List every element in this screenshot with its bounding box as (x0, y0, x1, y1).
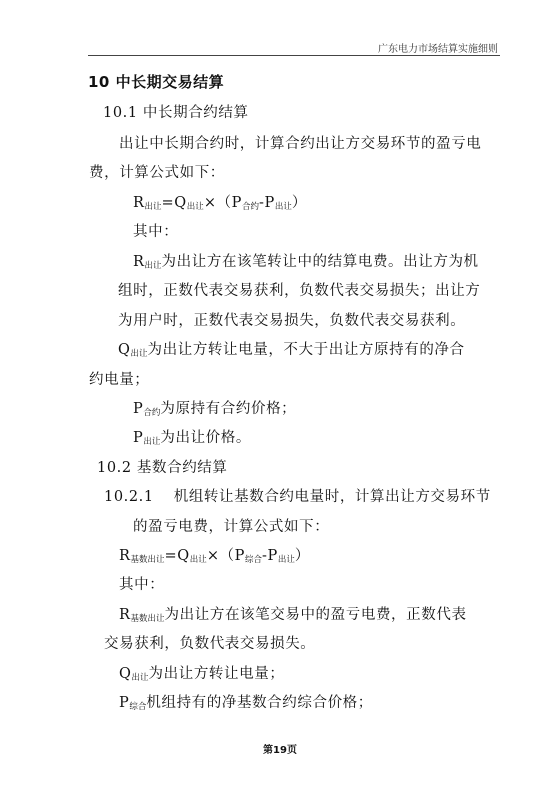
running-header: 广东电力市场结算实施细则 (378, 44, 498, 55)
definition-r-base: $R_{基数出让}$为出让方在该笔交易中的盈亏电费，正数代表 (119, 607, 467, 624)
where-label: 其中： (133, 224, 179, 240)
definition-p-transfer: $P_{出让}$为出让价格。 (133, 430, 251, 447)
clause-10-2-1: 10.2.1 机组转让基数合约电量时，计算出让方交易环节 (104, 489, 491, 505)
page-number: 第19页 (263, 745, 297, 756)
definition-q: $Q_{出让}$为出让方转让电量，不大于出让方原持有的净合 (118, 342, 465, 359)
paragraph-line: 组时，正数代表交易获利，负数代表交易损失；出让方 (118, 283, 481, 299)
definition-p-contract: $P_{合约}$为原持有合约价格； (133, 401, 297, 418)
paragraph-line: 费，计算公式如下： (89, 165, 225, 181)
header-rule (88, 55, 500, 56)
section-title: 10 中长期交易结算 (88, 73, 225, 91)
definition-r: $R_{出让}$为出让方在该笔转让中的结算电费。出让方为机 (133, 254, 479, 271)
paragraph-line: 约电量； (89, 372, 150, 388)
paragraph-line: 交易获利，负数代表交易损失。 (104, 636, 316, 652)
paragraph-line: 出让中长期合约时，计算合约出让方交易环节的盈亏电 (119, 136, 482, 152)
subsection-title-10-2: 10.2 基数合约结算 (97, 460, 228, 476)
subsection-title-10-1: 10.1 中长期合约结算 (103, 105, 249, 121)
definition-q-base: $Q_{出让}$为出让方转让电量； (119, 666, 285, 683)
paragraph-line: 的盈亏电费，计算公式如下： (133, 519, 330, 535)
formula-1: $R_{出让}=Q_{出让}\times(P_{合约}-P_{出让})$ (133, 195, 308, 212)
definition-p-composite: $P_{综合}$机组持有的净基数合约综合价格； (119, 695, 373, 712)
paragraph-line: 为用户时，正数代表交易损失，负数代表交易获利。 (118, 313, 466, 329)
formula-2: $R_{基数出让}=Q_{出让}\times(P_{综合}-P_{出让})$ (119, 548, 311, 565)
where-label: 其中： (119, 577, 165, 593)
